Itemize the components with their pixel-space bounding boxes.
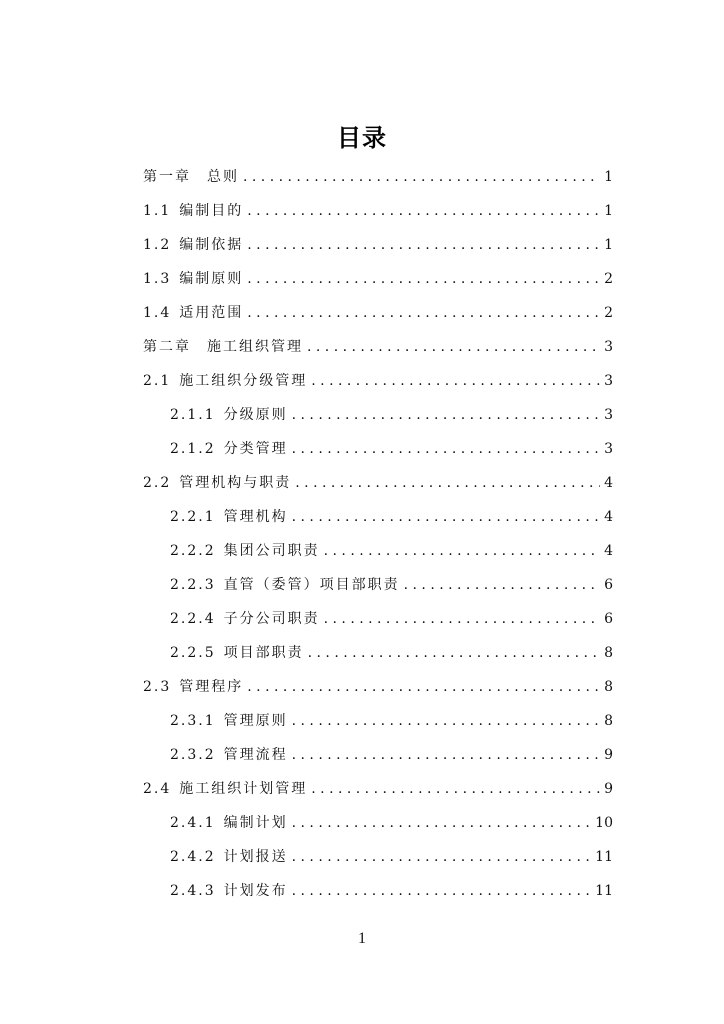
toc-entry-page: 6 (604, 611, 613, 627)
toc-entry[interactable] (170, 570, 613, 594)
toc-entry[interactable] (170, 434, 613, 458)
toc-entry-number: 1.1 (143, 203, 172, 219)
toc-dot-leader (243, 168, 600, 186)
toc-entry[interactable] (170, 536, 613, 560)
toc-entry[interactable] (170, 604, 613, 628)
toc-dot-leader (247, 304, 600, 322)
toc-entry-label: 管理程序 (179, 679, 244, 695)
toc-entry-page: 3 (604, 373, 613, 389)
toc-entry-label: 管理机构 (223, 509, 288, 525)
toc-entry[interactable] (170, 502, 613, 526)
toc-entry-page: 3 (604, 407, 613, 423)
toc-entry[interactable] (143, 298, 613, 322)
toc-entry[interactable] (170, 400, 613, 424)
toc-entry-page: 3 (604, 441, 613, 457)
toc-entry-label: 适用范围 (179, 305, 244, 321)
toc-entry-label: 子分公司职责 (223, 611, 320, 627)
toc-entry-label: 计划发布 (223, 883, 288, 899)
toc-dot-leader (324, 542, 600, 560)
toc-entry-page: 8 (604, 679, 613, 695)
toc-entry-number: 1.2 (143, 237, 172, 253)
toc-entry[interactable] (170, 740, 613, 764)
toc-entry-label: 编制原则 (179, 271, 244, 287)
toc-dot-leader (404, 576, 600, 594)
toc-entry-page: 10 (595, 815, 613, 831)
toc-entry-label: 计划报送 (223, 849, 288, 865)
toc-entry-number: 1.3 (143, 271, 172, 287)
toc-entry-number: 2.2.1 (170, 509, 216, 525)
page-number: 1 (358, 930, 366, 947)
toc-entry[interactable] (143, 366, 613, 390)
toc-entry-number: 2.2.5 (170, 645, 216, 661)
toc-entry[interactable] (143, 196, 613, 220)
toc-entry-number: 2.3 (143, 679, 172, 695)
toc-entry-label: 编制目的 (179, 203, 244, 219)
toc-entry-page: 8 (604, 645, 613, 661)
toc-entry-number: 2.2.2 (170, 543, 216, 559)
toc-entry-label: 直管（委管）项目部职责 (223, 577, 400, 593)
toc-entry[interactable] (170, 808, 613, 832)
toc-entry-page: 1 (604, 169, 613, 185)
toc-entry-number: 2.4 (143, 781, 172, 797)
toc-entry[interactable] (143, 264, 613, 288)
toc-entry-page: 4 (604, 509, 613, 525)
toc-entry-page: 11 (595, 883, 613, 899)
toc-entry-label: 管理机构与职责 (179, 475, 292, 491)
toc-entry-label: 集团公司职责 (223, 543, 320, 559)
toc-entry-number: 2.4.2 (170, 849, 216, 865)
toc-entry-label: 总则 (207, 169, 239, 185)
toc-dot-leader (247, 236, 600, 254)
toc-dot-leader (308, 644, 600, 662)
toc-entry[interactable] (170, 638, 613, 662)
toc-dot-leader (292, 882, 592, 900)
toc-entry-page: 8 (604, 713, 613, 729)
toc-dot-leader (292, 746, 600, 764)
toc-entry-number: 第二章 (143, 339, 191, 355)
toc-entry[interactable] (143, 672, 613, 696)
toc-entry[interactable] (143, 162, 613, 186)
toc-entry-number: 2.3.1 (170, 713, 216, 729)
toc-entry-page: 4 (604, 543, 613, 559)
toc-entry-number: 2.4.3 (170, 883, 216, 899)
toc-dot-leader (292, 712, 600, 730)
toc-dot-leader (307, 338, 600, 356)
toc-dot-leader (247, 678, 600, 696)
toc-entry-label: 项目部职责 (223, 645, 304, 661)
toc-dot-leader (292, 508, 600, 526)
toc-entry[interactable] (143, 774, 613, 798)
toc-entry-label: 施工组织计划管理 (179, 781, 308, 797)
toc-entry-number: 2.2.3 (170, 577, 216, 593)
toc-dot-leader (247, 202, 600, 220)
toc-dot-leader (311, 372, 600, 390)
toc-dot-leader (292, 440, 600, 458)
toc-entry-label: 编制依据 (179, 237, 244, 253)
toc-entry-page: 4 (604, 475, 613, 491)
toc-entry-label: 管理原则 (223, 713, 288, 729)
toc-entry-page: 9 (604, 747, 613, 763)
toc-entry-number: 2.2 (143, 475, 172, 491)
toc-entry[interactable] (143, 468, 613, 492)
toc-dot-leader (292, 406, 600, 424)
toc-entry[interactable] (170, 706, 613, 730)
toc-entry-page: 1 (604, 237, 613, 253)
toc-dot-leader (292, 814, 592, 832)
toc-entry[interactable] (170, 842, 613, 866)
toc-entry[interactable] (170, 876, 613, 900)
toc-entry-page: 6 (604, 577, 613, 593)
toc-entry-page: 2 (604, 271, 613, 287)
toc-title: 目录 (337, 124, 387, 152)
toc-entry-number: 2.1.2 (170, 441, 216, 457)
toc-dot-leader (295, 474, 600, 492)
toc-entry-page: 11 (595, 849, 613, 865)
toc-entry-label: 施工组织分级管理 (179, 373, 308, 389)
toc-dot-leader (292, 848, 592, 866)
toc-entry-label: 分级原则 (223, 407, 288, 423)
toc-entry-page: 9 (604, 781, 613, 797)
toc-entry-number: 2.2.4 (170, 611, 216, 627)
toc-entry-label: 分类管理 (223, 441, 288, 457)
toc-entry-page: 3 (604, 339, 613, 355)
toc-entry-page: 1 (604, 203, 613, 219)
toc-entry-label: 施工组织管理 (207, 339, 303, 355)
toc-entry-label: 编制计划 (223, 815, 288, 831)
toc-entry-page: 2 (604, 305, 613, 321)
toc-dot-leader (247, 270, 600, 288)
toc-entry[interactable] (143, 230, 613, 254)
toc-entry-number: 第一章 (143, 169, 191, 185)
toc-entry-label: 管理流程 (223, 747, 288, 763)
toc-entry-number: 2.1 (143, 373, 172, 389)
toc-dot-leader (311, 780, 600, 798)
toc-entry-number: 2.3.2 (170, 747, 216, 763)
toc-entry-number: 2.4.1 (170, 815, 216, 831)
toc-dot-leader (324, 610, 600, 628)
toc-entry-number: 2.1.1 (170, 407, 216, 423)
toc-entry-number: 1.4 (143, 305, 172, 321)
toc-entry[interactable] (143, 332, 613, 356)
